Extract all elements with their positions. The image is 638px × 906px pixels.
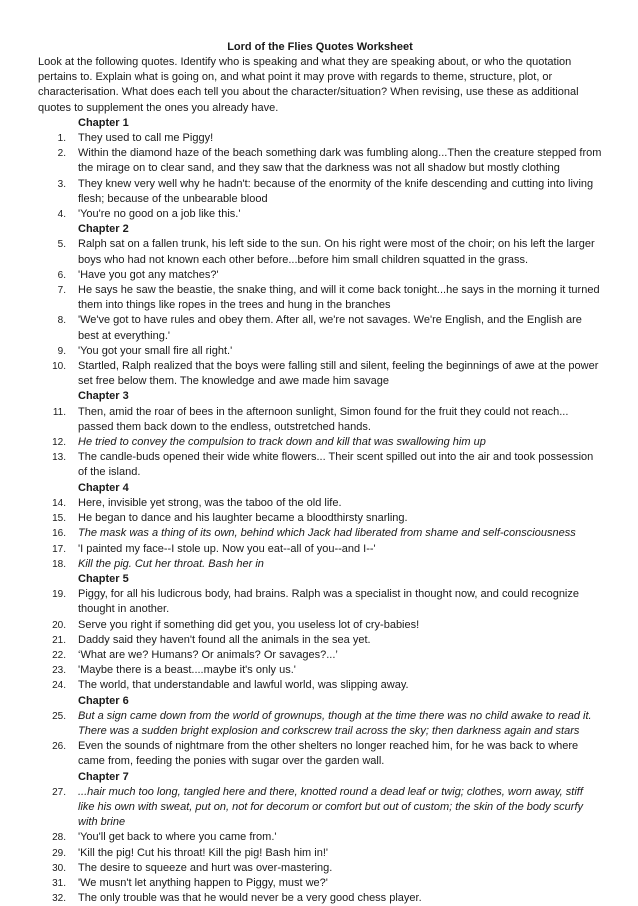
quote-item <box>38 237 602 267</box>
chapter-heading: Chapter 6 <box>78 694 129 707</box>
quote-number: 26. <box>52 741 66 753</box>
quote-number: 24. <box>52 680 66 692</box>
quote-text: Even the sounds of nightmare from the other shelters no longer reached him, for he was back to where came from, feeding the ponies with sugar over the garden wall. <box>78 740 579 768</box>
quote-text: He says he saw the beastie, the snake thing, and will it come back tonight...he says in the morning it turned them into things like ropes in the trees and hung in the branches <box>78 284 600 312</box>
quote-text: They knew very well why he hadn't: because of the enormity of the knife descending and cutting into living flesh; because of the unbearable blood <box>78 177 594 205</box>
quote-text: The candle-buds opened their wide white flowers... Their scent spilled out into the air and took possession of the island. <box>78 451 594 479</box>
quote-number: 3. <box>57 178 66 190</box>
quote-number: 7. <box>57 285 66 297</box>
quote-number: 4. <box>57 209 66 221</box>
quote-item <box>38 648 602 663</box>
quote-item <box>38 830 602 845</box>
quote-number: 17. <box>52 543 66 555</box>
quote-text: Ralph sat on a fallen trunk, his left side to the sun. On his right were most of the choir; on his left the larger boys who had not known each other before...before him small children squatted in the grass. <box>78 238 595 266</box>
quote-number: 31. <box>52 877 66 889</box>
quote-number: 29. <box>52 847 66 859</box>
quote-text: The mask was a thing of its own, behind which Jack had liberated from shame and self-consciousness <box>78 527 576 540</box>
quote-item <box>38 405 602 435</box>
instructions-paragraph: Look at the following quotes. Identify who is speaking and what they are speaking about, or who the quotation pertains to. Explain what is going on, and what point it may prove with regards to theme, structure, plot, or characterisation. What does each tell you about the character/situation? When revising, use these as additional quotes to supplement the ones you already have. <box>38 56 579 114</box>
quote-number: 2. <box>57 148 66 160</box>
chapter-heading: Chapter 3 <box>78 390 129 403</box>
quote-item <box>38 268 602 283</box>
quote-number: 25. <box>52 710 66 722</box>
quote-item <box>38 344 602 359</box>
quote-text: The world, that understandable and lawful world, was slipping away. <box>78 679 409 692</box>
quote-number: 1. <box>57 133 66 145</box>
quote-item <box>38 709 602 739</box>
quote-text: 'Have you got any matches?' <box>78 268 219 281</box>
quote-text: ...hair much too long, tangled here and there, knotted round a dead leaf or twig; clothes, worn away, stiff like his own with sweat, put on, not for decorum or comfort but out of custom; the skin of the body scurfy with brine <box>78 785 584 829</box>
quote-item <box>38 313 602 343</box>
quote-text: He began to dance and his laughter became a bloodthirsty snarling. <box>78 512 408 525</box>
quote-number: 11. <box>52 406 66 418</box>
chapter-heading: Chapter 1 <box>78 116 129 129</box>
quote-number: 18. <box>52 558 66 570</box>
quote-number: 10. <box>52 361 66 373</box>
quote-text: 'We've got to have rules and obey them. After all, we're not savages. We're English, and the English are best at everything.' <box>78 314 582 342</box>
chapter-heading: Chapter 5 <box>78 572 129 585</box>
quote-text: Then, amid the roar of bees in the afternoon sunlight, Simon found for the fruit they could not reach... passed them back down to the endless, outstretched hands. <box>78 405 569 433</box>
quote-text: The only trouble was that he would never be a very good chess player. <box>78 892 422 905</box>
quote-item <box>38 359 602 389</box>
quote-number: 8. <box>57 315 66 327</box>
quote-item <box>38 739 602 769</box>
quote-number: 19. <box>52 589 66 601</box>
quote-text: Daddy said they haven't found all the animals in the sea yet. <box>78 633 371 646</box>
quote-text: 'We musn't let anything happen to Piggy, must we?' <box>78 876 328 889</box>
quote-number: 21. <box>52 634 66 646</box>
quote-number: 12. <box>52 437 66 449</box>
quote-item <box>38 542 602 557</box>
quote-item <box>38 146 602 176</box>
quote-text: 'Kill the pig! Cut his throat! Kill the pig! Bash him in!' <box>78 846 328 859</box>
quote-number: 27. <box>52 786 66 798</box>
chapter-heading: Chapter 2 <box>78 223 129 236</box>
quote-list <box>38 116 602 906</box>
quote-number: 13. <box>52 452 66 464</box>
quote-number: 6. <box>57 269 66 281</box>
quote-number: 15. <box>52 513 66 525</box>
quote-item <box>38 861 602 876</box>
quote-item <box>38 511 602 526</box>
quote-item <box>38 435 602 450</box>
quote-number: 14. <box>52 497 66 509</box>
quote-item <box>38 283 602 313</box>
quote-number: 32. <box>52 893 66 905</box>
quote-item <box>38 207 602 222</box>
chapter-heading: Chapter 4 <box>78 481 129 494</box>
quote-text: But a sign came down from the world of grownups, though at the time there was no child awake to read it. There was a sudden bright explosion and corkscrew trail across the sky; then darkness again and stars <box>78 709 592 737</box>
quote-text: Startled, Ralph realized that the boys were falling still and silent, feeling the beginnings of awe at the power set free below them. The knowledge and awe made him savage <box>78 360 599 388</box>
quote-item <box>38 587 602 617</box>
quote-item <box>38 496 602 511</box>
quote-number: 23. <box>52 665 66 677</box>
quote-item <box>38 876 602 891</box>
quote-number: 9. <box>57 345 66 357</box>
quote-item <box>38 785 602 831</box>
quote-text: Kill the pig. Cut her throat. Bash her in <box>78 557 264 570</box>
quote-item <box>38 678 602 693</box>
quote-item <box>38 526 602 541</box>
quote-number: 16. <box>52 528 66 540</box>
page-title: Lord of the Flies Quotes Worksheet <box>227 41 413 53</box>
quote-text: Piggy, for all his ludicrous body, had brains. Ralph was a specialist in thought now, and could recognize thought in another. <box>78 588 579 616</box>
quote-text: 'Maybe there is a beast....maybe it's only us.' <box>78 664 296 677</box>
quote-text: 'I painted my face--I stole up. Now you eat--all of you--and I--' <box>78 542 376 555</box>
quote-number: 28. <box>52 832 66 844</box>
quote-item <box>38 557 602 572</box>
quote-item <box>38 846 602 861</box>
quote-item <box>38 618 602 633</box>
quote-item <box>38 891 602 906</box>
quote-item <box>38 450 602 480</box>
quote-item <box>38 633 602 648</box>
quote-item <box>38 177 602 207</box>
quote-text: 'You're no good on a job like this.' <box>78 208 241 221</box>
quote-text: Here, invisible yet strong, was the taboo of the old life. <box>78 496 342 509</box>
quote-text: They used to call me Piggy! <box>78 132 214 145</box>
quote-text: 'You got your small fire all right.' <box>78 344 233 357</box>
quote-item <box>38 131 602 146</box>
quote-text: 'You'll get back to where you came from.' <box>78 831 277 844</box>
quote-text: He tried to convey the compulsion to track down and kill that was swallowing him up <box>78 436 486 449</box>
quote-number: 22. <box>52 649 66 661</box>
quote-item <box>38 663 602 678</box>
quote-number: 20. <box>52 619 66 631</box>
quote-number: 30. <box>52 862 66 874</box>
quote-text: Serve you right if something did get you, you useless lot of cry-babies! <box>78 618 420 631</box>
quote-number: 5. <box>57 239 66 251</box>
chapter-heading: Chapter 7 <box>78 770 129 783</box>
quote-text: Within the diamond haze of the beach something dark was fumbling along...Then the creature stepped from the mirage on to clear sand, and they saw that the darkness was not all shadow but mostly clothing <box>78 147 602 175</box>
quote-text: The desire to squeeze and hurt was over-mastering. <box>78 861 333 874</box>
quote-text: ‘What are we? Humans? Or animals? Or savages?...’ <box>78 648 338 661</box>
